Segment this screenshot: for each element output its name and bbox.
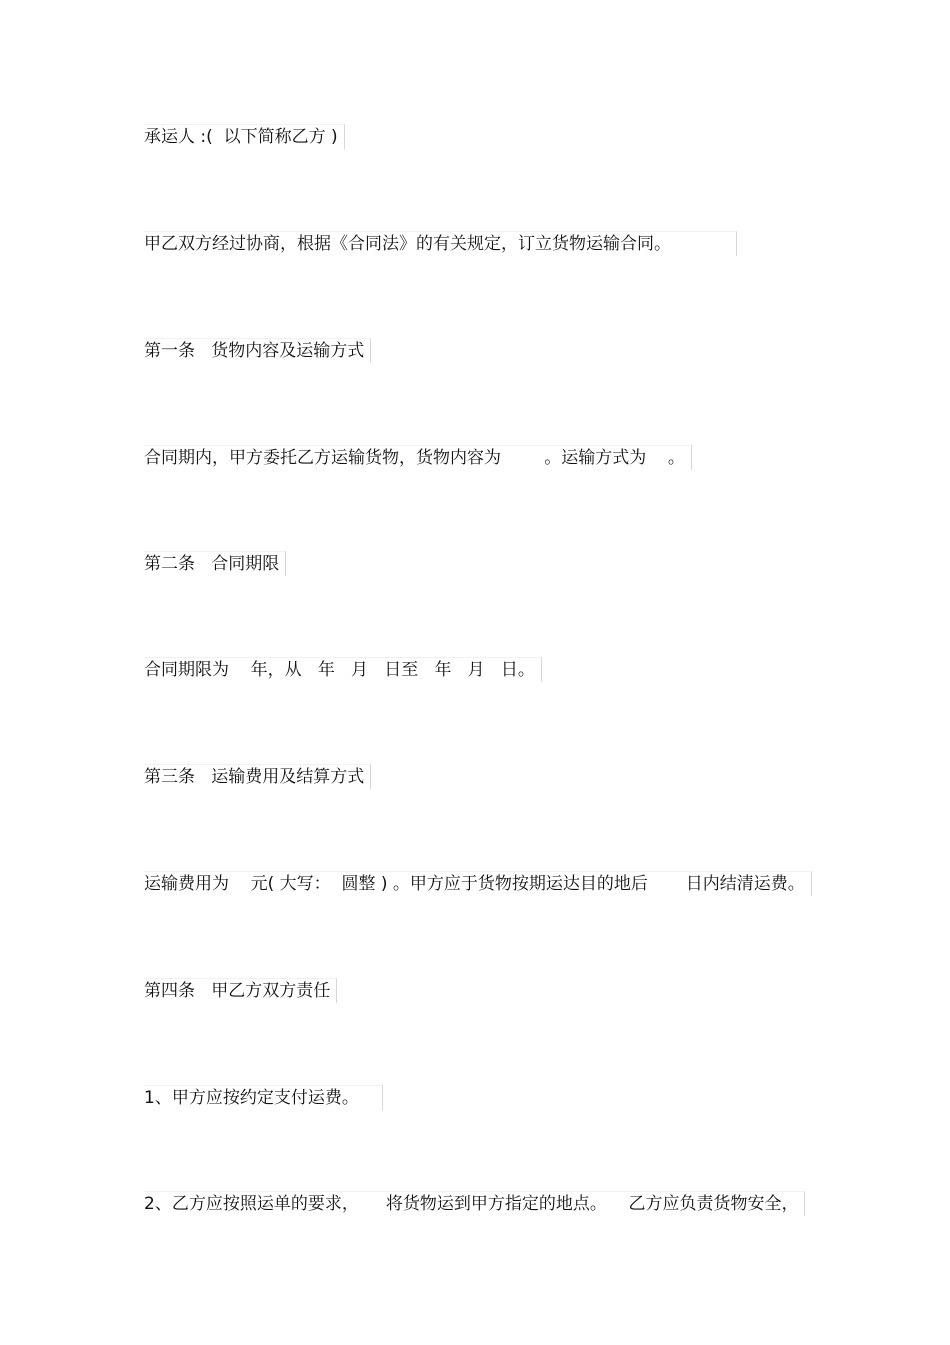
article-3-heading: 第三条 运输费用及结算方式 [144, 764, 371, 789]
article-1-heading: 第一条 货物内容及运输方式 [144, 338, 371, 363]
article-4-heading: 第四条 甲乙方双方责任 [144, 978, 337, 1003]
article-2-heading: 第二条 合同期限 [144, 551, 286, 576]
article-3-text: 运输费用为 元( 大写： 圆整 ) 。甲方应于货物按期运达目的地后 日内结清运费。 [144, 871, 812, 896]
intro-paragraph: 甲乙双方经过协商，根据《合同法》的有关规定，订立货物运输合同。 [144, 231, 737, 256]
article-1-text: 合同期内，甲方委托乙方运输货物，货物内容为 。运输方式为 。 [144, 445, 692, 470]
article-2-text: 合同期限为 年，从 年 月 日至 年 月 日。 [144, 657, 542, 682]
carrier-line: 承运人 :( 以下简称乙方 ) [144, 124, 345, 149]
article-4-item-1: 1、甲方应按约定支付运费。 [144, 1085, 383, 1110]
article-4-item-2: 2、乙方应按照运单的要求， 将货物运到甲方指定的地点。 乙方应负责货物安全， [144, 1191, 805, 1216]
